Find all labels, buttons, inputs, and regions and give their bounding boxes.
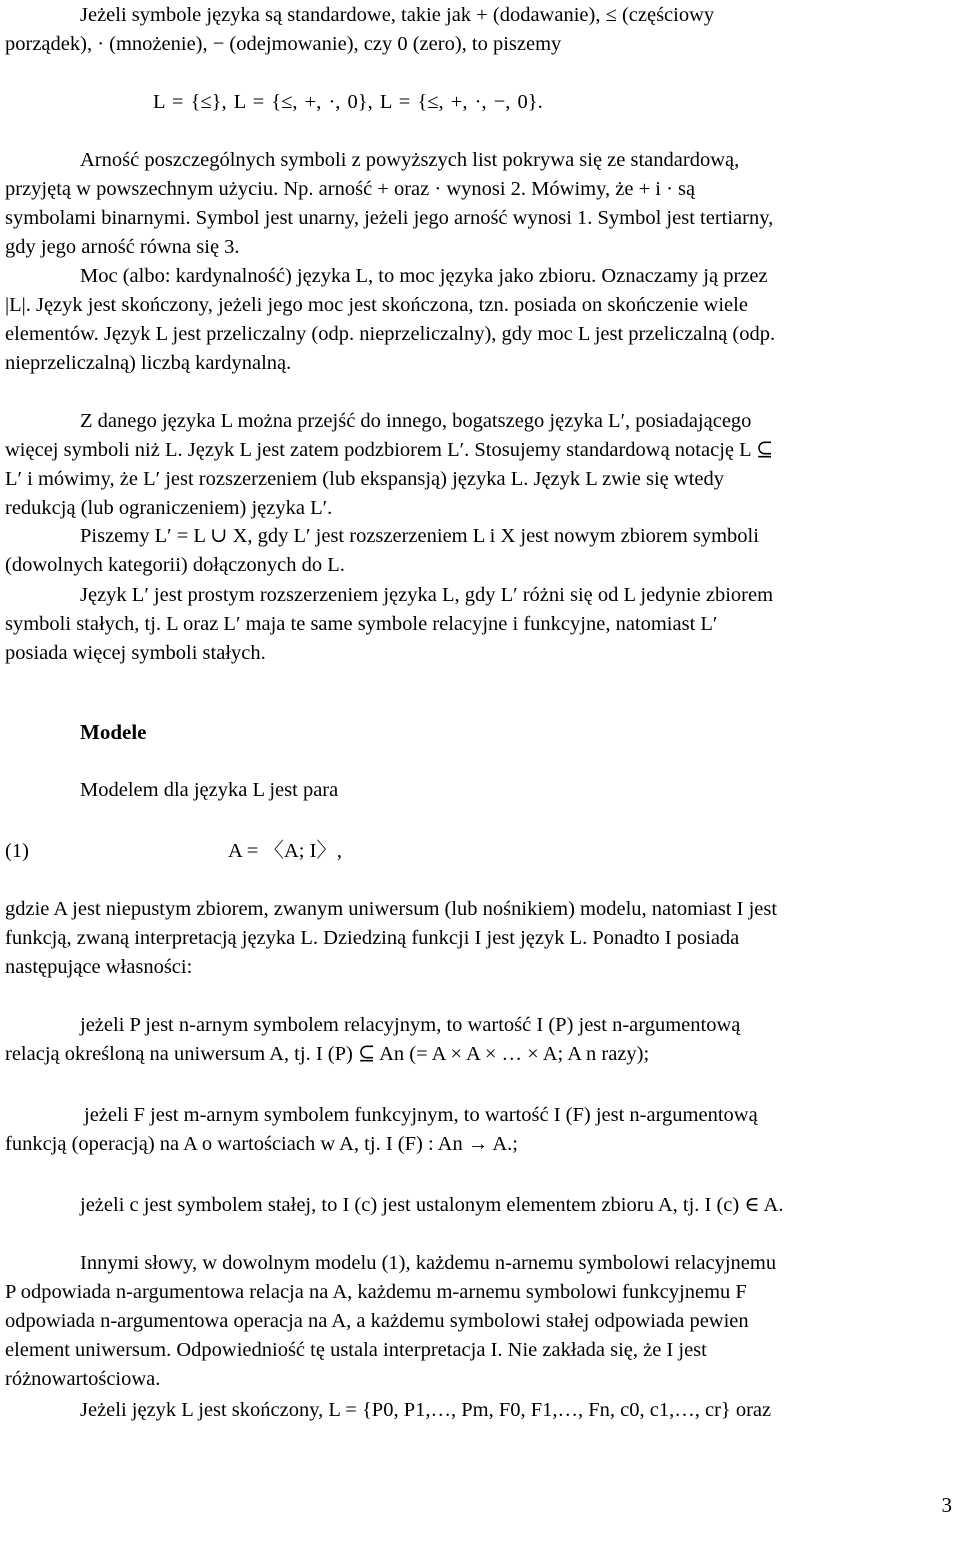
text-line: Moc (albo: kardynalność) języka L, to moc języka jako zbioru. Oznaczamy ją przez [80, 265, 768, 287]
text-line: Modelem dla języka L jest para [80, 779, 339, 801]
text-line: gdy jego arność równa się 3. [5, 236, 240, 258]
text-line: nieprzeliczalną) liczbą kardynalną. [5, 352, 292, 374]
text-line: jeżeli P jest n-arnym symbolem relacyjnym, to wartość I (P) jest n-argumentową [80, 1014, 741, 1036]
text-line: następujące własności: [5, 956, 193, 978]
text-line: symboli stałych, tj. L oraz L′ maja te same symbole relacyjne i funkcyjne, natomiast L′ [5, 613, 718, 635]
page-number: 3 [941, 1493, 952, 1517]
text-line: jeżeli F jest m-arnym symbolem funkcyjnym, to wartość I (F) jest n-argumentową [84, 1104, 758, 1126]
text-line: funkcją (operacją) na A o wartościach w A, tj. I (F) : An → A.; [5, 1133, 518, 1155]
text-line: L′ i mówimy, że L′ jest rozszerzeniem (lub ekspansją) języka L. Język L zwie się wtedy [5, 468, 724, 490]
text-line: Jeżeli język L jest skończony, L = {P0, P1,…, Pm, F0, F1,…, Fn, c0, c1,…, cr} oraz [80, 1399, 772, 1421]
text-line: Z danego języka L można przejść do innego, bogatszego języka L′, posiadającego [80, 410, 752, 432]
formula-line: L = {≤}, L = {≤, +, ·, 0}, L = {≤, +, ·, −, 0}. [153, 91, 543, 113]
text-line: Arność poszczególnych symboli z powyższych list pokrywa się ze standardową, [80, 149, 740, 171]
text-line: |L|. Język jest skończony, jeżeli jego moc jest skończona, tzn. posiada on skończenie wiele [5, 294, 748, 316]
text-line: gdzie A jest niepustym zbiorem, zwanym uniwersum (lub nośnikiem) modelu, natomiast I jest [5, 898, 778, 920]
text-line: jeżeli c jest symbolem stałej, to I (c) jest ustalonym elementem zbioru A, tj. I (c) ∈ A. [80, 1194, 784, 1216]
text-line: P odpowiada n-argumentowa relacja na A, każdemu m-arnemu symbolowi funkcyjnemu F [5, 1281, 747, 1303]
text-line: redukcją (lub ograniczeniem) języka L′. [5, 497, 333, 519]
text-line: różnowartościowa. [5, 1368, 161, 1390]
text-line: Jeżeli symbole języka są standardowe, takie jak + (dodawanie), ≤ (częściowy [80, 4, 715, 26]
text-line: symbolami binarnymi. Symbol jest unarny, jeżeli jego arność wynosi 1. Symbol jest tertiarny, [5, 207, 774, 229]
equation-number: (1) [5, 840, 29, 862]
text-line: relacją określoną na uniwersum A, tj. I (P) ⊆ An (= A × A × … × A; A n razy); [5, 1043, 650, 1065]
text-line: Język L′ jest prostym rozszerzeniem języka L, gdy L′ różni się od L jedynie zbiorem [80, 584, 774, 606]
text-line: porządek), · (mnożenie), − (odejmowanie), czy 0 (zero), to piszemy [5, 33, 562, 55]
text-line: Piszemy L′ = L ∪ X, gdy L′ jest rozszerzeniem L i X jest nowym zbiorem symboli [80, 525, 759, 547]
text-line: posiada więcej symboli stałych. [5, 642, 266, 664]
equation: A = 〈A; I〉, [228, 840, 343, 862]
text-line: przyjętą w powszechnym użyciu. Np. arność + oraz · wynosi 2. Mówimy, że + i · są [5, 178, 696, 200]
text-line: więcej symboli niż L. Język L jest zatem podzbiorem L′. Stosujemy standardową notację L ⊆ [5, 439, 774, 461]
text-line: elementów. Język L jest przeliczalny (odp. nieprzeliczalny), gdy moc L jest przeliczalną (odp. [5, 323, 776, 345]
text-line: odpowiada n-argumentowa operacja na A, a każdemu symbolowi stałej odpowiada pewien [5, 1310, 749, 1332]
text-line: element uniwersum. Odpowiedniość tę ustala interpretacja I. Nie zakłada się, że I jest [5, 1339, 707, 1361]
text-line: Innymi słowy, w dowolnym modelu (1), każdemu n-arnemu symbolowi relacyjnemu [80, 1252, 777, 1274]
section-heading: Modele [80, 720, 147, 744]
text-line: funkcją, zwaną interpretacją języka L. Dziedziną funkcji I jest język L. Ponadto I posiada [5, 927, 740, 949]
text-line: (dowolnych kategorii) dołączonych do L. [5, 554, 345, 576]
